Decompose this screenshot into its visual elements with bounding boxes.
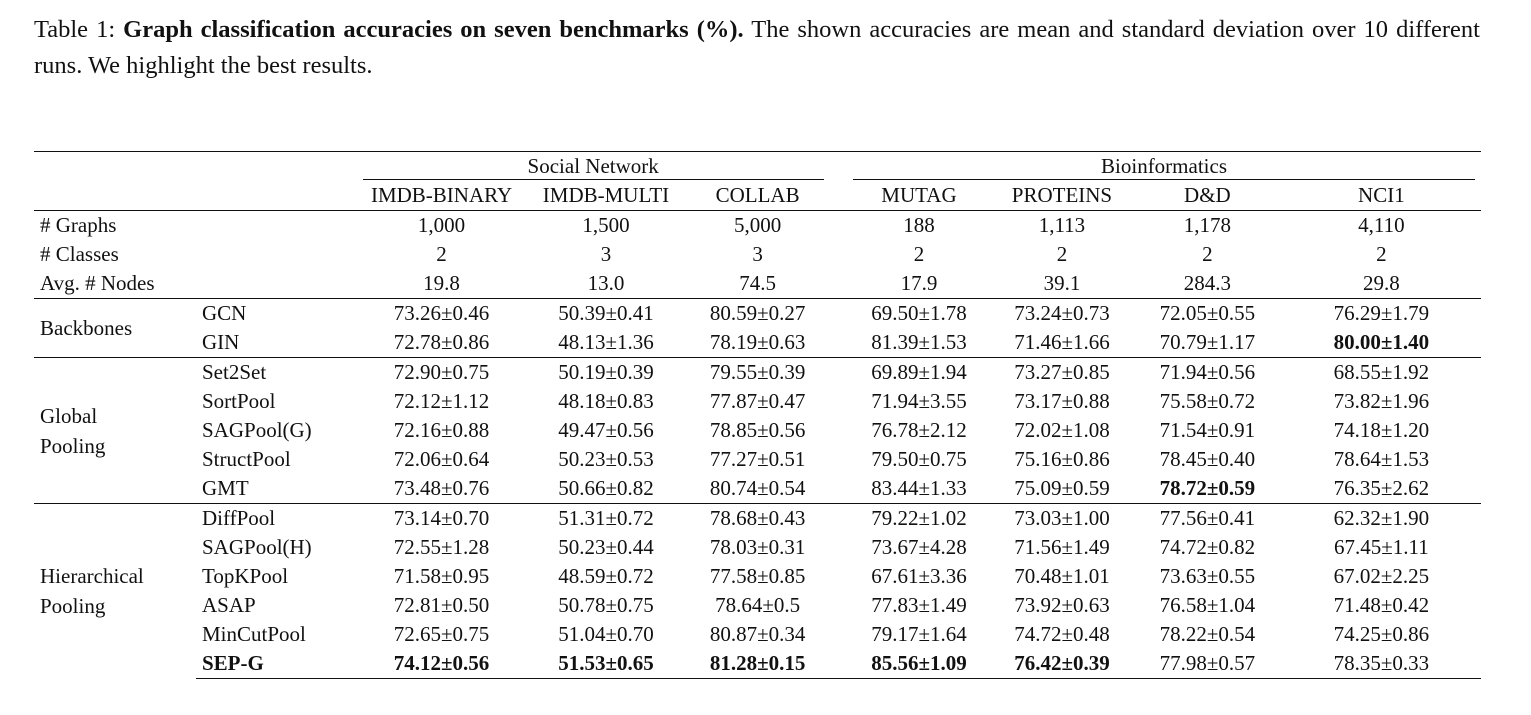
- method-name: SEP-G: [196, 649, 357, 679]
- value-cell: 2: [1376, 242, 1387, 266]
- value-cell: 72.12±1.12: [393, 389, 490, 413]
- value-cell: 51.04±0.70: [558, 622, 654, 646]
- value-cell: 74.72±0.82: [1159, 535, 1256, 559]
- stats-row: [34, 211, 1481, 241]
- value-cell: 13.0: [587, 271, 625, 295]
- value-cell: 79.22±1.02: [847, 504, 991, 534]
- value-cell: 71.48±0.42: [1333, 593, 1430, 617]
- value-cell: 73.82±1.96: [1333, 389, 1430, 413]
- value-cell: 50.23±0.44: [558, 535, 654, 559]
- method-name: GCN: [196, 299, 357, 329]
- value-cell: 77.87±0.47: [709, 389, 806, 413]
- value-cell: 73.92±0.63: [1014, 593, 1110, 617]
- group-label-text: Backbones: [40, 316, 133, 340]
- value-cell: 72.06±0.64: [393, 447, 490, 471]
- caption-title: Graph classification accuracies on seven benchmarks (%).: [123, 16, 744, 43]
- value-cell: 74.12±0.56: [357, 649, 527, 679]
- value-cell: 78.68±0.43: [686, 504, 830, 534]
- caption-body: The shown accuracies are mean and standard deviation over 10 different runs. We highlight the best results.: [34, 16, 1480, 79]
- value-cell: 72.65±0.75: [393, 622, 490, 646]
- method-name: Set2Set: [196, 358, 357, 388]
- value-cell: 19.8: [423, 271, 460, 295]
- value-cell: 79.55±0.39: [686, 358, 830, 388]
- method-row: [34, 620, 1481, 649]
- value-cell: 67.45±1.11: [1333, 535, 1429, 559]
- value-cell: 71.58±0.95: [393, 564, 490, 588]
- value-cell: 74.18±1.20: [1333, 418, 1430, 442]
- value-cell: 70.48±1.01: [1014, 564, 1110, 588]
- value-cell: 77.98±0.57: [1133, 649, 1282, 679]
- value-cell: 72.05±0.55: [1133, 299, 1282, 329]
- method-row: [34, 533, 1481, 562]
- value-cell: 80.87±0.34: [709, 622, 806, 646]
- value-cell: 78.03±0.31: [709, 535, 806, 559]
- value-cell: 78.19±0.63: [709, 330, 806, 354]
- method-row: [34, 649, 1481, 679]
- value-cell: 73.67±4.28: [871, 535, 967, 559]
- caption-prefix: Table 1:: [34, 16, 124, 43]
- value-cell: 73.14±0.70: [357, 504, 527, 534]
- value-cell: 50.39±0.41: [526, 299, 685, 329]
- value-cell: 73.17±0.88: [1014, 389, 1110, 413]
- stats-label: Avg. # Nodes: [40, 271, 155, 295]
- group-header-row: [34, 152, 1481, 182]
- method-row: [34, 387, 1481, 416]
- value-cell: 83.44±1.33: [871, 476, 967, 500]
- method-row: [34, 504, 1481, 534]
- value-cell: 188: [847, 211, 991, 241]
- value-cell: 77.56±0.41: [1133, 504, 1282, 534]
- group-label: [34, 299, 196, 358]
- value-cell: 1,000: [357, 211, 527, 241]
- method-row: [34, 416, 1481, 445]
- value-cell: 74.25±0.86: [1333, 622, 1430, 646]
- method-name: DiffPool: [196, 504, 357, 534]
- value-cell: 72.02±1.08: [1014, 418, 1110, 442]
- value-cell: 81.28±0.15: [686, 649, 830, 679]
- method-name: ASAP: [202, 593, 256, 617]
- value-cell: 67.61±3.36: [871, 564, 967, 588]
- value-cell: 48.13±1.36: [558, 330, 654, 354]
- value-cell: 73.48±0.76: [393, 476, 490, 500]
- value-cell: 62.32±1.90: [1282, 504, 1481, 534]
- value-cell: 50.66±0.82: [558, 476, 654, 500]
- value-cell: 72.55±1.28: [393, 535, 490, 559]
- value-cell: 1,113: [991, 211, 1133, 241]
- value-cell: 75.16±0.86: [1014, 447, 1110, 471]
- stats-row: [34, 240, 1481, 269]
- value-cell: 51.31±0.72: [526, 504, 685, 534]
- value-cell: 75.09±0.59: [1014, 476, 1110, 500]
- method-row: [34, 358, 1481, 388]
- value-cell: 76.42±0.39: [991, 649, 1133, 679]
- value-cell: 80.00±1.40: [1333, 330, 1430, 354]
- value-cell: 81.39±1.53: [871, 330, 967, 354]
- value-cell: 2: [913, 242, 925, 266]
- value-cell: 68.55±1.92: [1282, 358, 1481, 388]
- value-cell: 29.8: [1362, 271, 1400, 295]
- group-label: [34, 504, 196, 679]
- value-cell: 73.63±0.55: [1159, 564, 1256, 588]
- method-name: SAGPool(G): [202, 418, 312, 442]
- method-row: [34, 562, 1481, 591]
- value-cell: 17.9: [900, 271, 938, 295]
- method-row: [34, 591, 1481, 620]
- value-cell: 3: [600, 242, 612, 266]
- value-cell: 50.23±0.53: [558, 447, 654, 471]
- method-name: SortPool: [202, 389, 276, 413]
- value-cell: 70.79±1.17: [1159, 330, 1256, 354]
- results-table: [34, 151, 1481, 679]
- value-cell: 85.56±1.09: [847, 649, 991, 679]
- method-row: [34, 299, 1481, 329]
- value-cell: 69.50±1.78: [847, 299, 991, 329]
- method-row: [34, 474, 1481, 504]
- value-cell: 49.47±0.56: [558, 418, 654, 442]
- stats-label: # Classes: [40, 242, 119, 266]
- dataset-header-row: [34, 181, 1481, 211]
- dataset-header: NCI1: [1358, 183, 1405, 207]
- value-cell: 51.53±0.65: [526, 649, 685, 679]
- value-cell: 77.83±1.49: [871, 593, 967, 617]
- value-cell: 76.29±1.79: [1282, 299, 1481, 329]
- value-cell: 48.18±0.83: [558, 389, 654, 413]
- value-cell: 74.5: [739, 271, 776, 295]
- value-cell: 78.85±0.56: [709, 418, 806, 442]
- stats-label: # Graphs: [34, 211, 357, 241]
- value-cell: 5,000: [686, 211, 830, 241]
- value-cell: 3: [752, 242, 763, 266]
- value-cell: 71.56±1.49: [1014, 535, 1110, 559]
- method-name: SAGPool(H): [202, 535, 312, 559]
- value-cell: 73.27±0.85: [991, 358, 1133, 388]
- value-cell: 39.1: [1043, 271, 1081, 295]
- value-cell: 50.19±0.39: [526, 358, 685, 388]
- value-cell: 50.78±0.75: [558, 593, 654, 617]
- value-cell: 74.72±0.48: [1014, 622, 1110, 646]
- value-cell: 73.03±1.00: [991, 504, 1133, 534]
- dataset-header: D&D: [1184, 183, 1231, 207]
- value-cell: 76.35±2.62: [1333, 476, 1430, 500]
- value-cell: 2: [1056, 242, 1068, 266]
- method-row: [34, 328, 1481, 358]
- value-cell: 72.81±0.50: [393, 593, 490, 617]
- value-cell: 77.27±0.51: [709, 447, 806, 471]
- value-cell: 76.58±1.04: [1159, 593, 1256, 617]
- group-label-text: Hierarchical Pooling: [40, 564, 144, 619]
- value-cell: 73.24±0.73: [991, 299, 1133, 329]
- value-cell: 79.17±1.64: [871, 622, 967, 646]
- value-cell: 1,178: [1133, 211, 1282, 241]
- table-caption: [34, 12, 1480, 84]
- value-cell: 80.59±0.27: [686, 299, 830, 329]
- value-cell: 79.50±0.75: [871, 447, 967, 471]
- bioinformatics-header: Bioinformatics: [853, 154, 1475, 180]
- value-cell: 77.58±0.85: [709, 564, 806, 588]
- group-label: [34, 358, 196, 504]
- value-cell: 67.02±2.25: [1333, 564, 1430, 588]
- value-cell: 78.35±0.33: [1282, 649, 1481, 679]
- method-name: StructPool: [202, 447, 291, 471]
- value-cell: 71.94±3.55: [871, 389, 967, 413]
- value-cell: 76.78±2.12: [871, 418, 967, 442]
- value-cell: 2: [436, 242, 447, 266]
- value-cell: 4,110: [1282, 211, 1481, 241]
- method-row: [34, 445, 1481, 474]
- value-cell: 48.59±0.72: [558, 564, 654, 588]
- value-cell: 72.16±0.88: [393, 418, 490, 442]
- value-cell: 78.45±0.40: [1159, 447, 1256, 471]
- value-cell: 78.64±1.53: [1333, 447, 1430, 471]
- value-cell: 78.72±0.59: [1159, 476, 1256, 500]
- value-cell: 80.74±0.54: [709, 476, 806, 500]
- method-name: GIN: [202, 330, 240, 354]
- method-name: TopKPool: [202, 564, 289, 588]
- dataset-header: COLLAB: [715, 183, 800, 207]
- value-cell: 69.89±1.94: [847, 358, 991, 388]
- group-label-text: Global Pooling: [40, 403, 106, 458]
- dataset-header: IMDB-MULTI: [542, 183, 670, 207]
- value-cell: 71.94±0.56: [1133, 358, 1282, 388]
- value-cell: 1,500: [526, 211, 685, 241]
- value-cell: 73.26±0.46: [357, 299, 527, 329]
- method-name: MinCutPool: [202, 622, 306, 646]
- value-cell: 72.90±0.75: [357, 358, 527, 388]
- value-cell: 78.22±0.54: [1159, 622, 1256, 646]
- stats-row: [34, 269, 1481, 299]
- value-cell: 2: [1202, 242, 1213, 266]
- value-cell: 71.54±0.91: [1159, 418, 1256, 442]
- dataset-header: MUTAG: [881, 183, 957, 207]
- value-cell: 78.64±0.5: [715, 593, 801, 617]
- value-cell: 72.78±0.86: [393, 330, 490, 354]
- dataset-header: PROTEINS: [1011, 183, 1113, 207]
- social-network-header: Social Network: [363, 154, 824, 180]
- value-cell: 71.46±1.66: [1014, 330, 1110, 354]
- dataset-header: IMDB-BINARY: [370, 183, 513, 207]
- value-cell: 284.3: [1183, 271, 1231, 295]
- method-name: GMT: [202, 476, 249, 500]
- value-cell: 75.58±0.72: [1159, 389, 1256, 413]
